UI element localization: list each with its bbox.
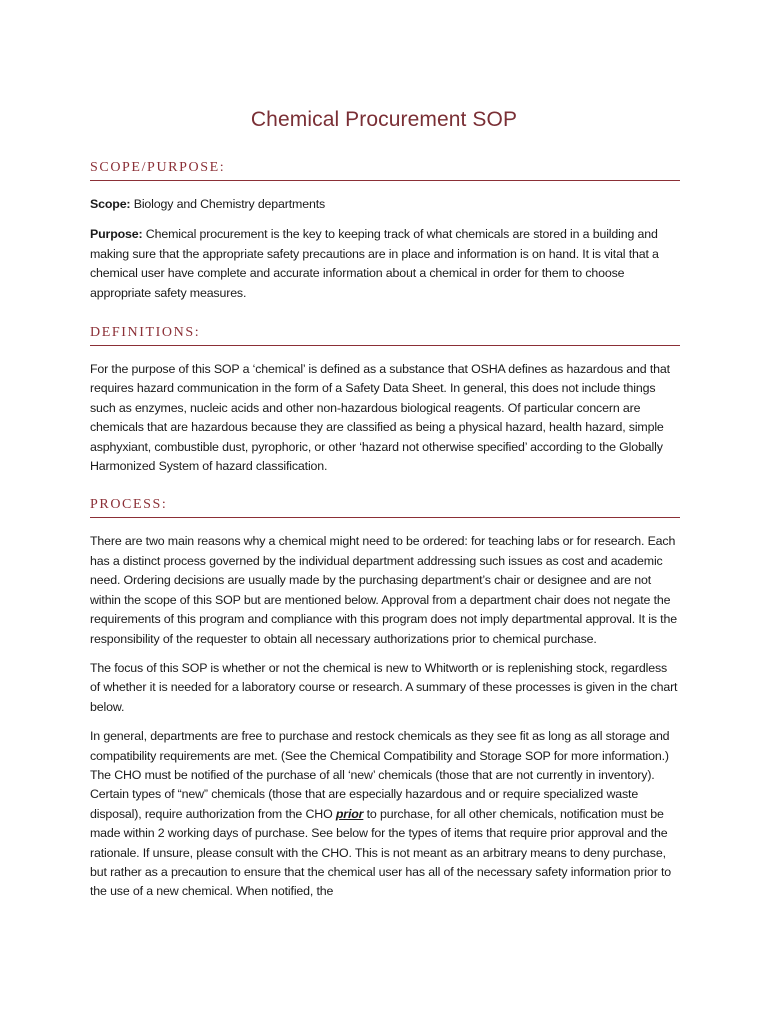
- prior-emphasis: prior: [335, 806, 364, 821]
- scope-text: Biology and Chemistry departments: [130, 197, 326, 211]
- section-heading-scope-purpose: SCOPE/PURPOSE:: [90, 160, 680, 181]
- process-paragraph-3: [90, 727, 680, 902]
- purpose-paragraph: [90, 225, 680, 303]
- scope-label: Scope:: [90, 197, 131, 211]
- process-paragraph-1: There are two main reasons why a chemical might need to be ordered: for teaching labs or for research. Each has a distinct process governed by the individual department addressing such issues as cost and academic need. Ordering decisions are usually made by the purchasing department’s chair or designee and are not within the scope of this SOP but are mentioned below. Approval from a department chair does not negate the requirements of this program and compliance with this program does not imply departmental approval. It is the responsibility of the requester to obtain all necessary authorizations prior to chemical purchase.: [90, 534, 677, 646]
- purpose-text: Chemical procurement is the key to keeping track of what chemicals are stored in a building and making sure that the appropriate safety precautions are in place and information is on hand. It is vital that a chemical user have complete and accurate information about a chemical in order for them to choose appropriate safety measures.: [90, 227, 659, 300]
- scope-paragraph: [90, 195, 680, 214]
- definitions-paragraph: For the purpose of this SOP a ‘chemical’ is defined as a substance that OSHA defines as hazardous and that requires hazard communication in the form of a Safety Data Sheet. In general, this does not include things such as enzymes, nucleic acids and other non-hazardous biological reagents. Of particular concern are chemicals that are hazardous because they are classified as being a physical hazard, health hazard, simple asphyxiant, combustible dust, pyrophoric, or other ‘hazard not otherwise specified’ according to the Globally Harmonized System of hazard classification.: [90, 362, 670, 474]
- section-heading-process: PROCESS:: [90, 497, 680, 518]
- process-paragraph-3-before: In general, departments are free to purchase and restock chemicals as they see fit as long as all storage and compatibility requirements are met. (See the Chemical Compatibility and Storage SOP for more information.) The CHO must be notified of the purchase of all ‘new’ chemicals (those that are not currently in inventory). Certain types of “new” chemicals (those that are especially hazardous and or require specialized waste disposal), require authorization from the CHO: [90, 729, 670, 821]
- process-paragraph-2: The focus of this SOP is whether or not the chemical is new to Whitworth or is replenishing stock, regardless of whether it is needed for a laboratory course or research. A summary of these processes is given in the chart below.: [90, 660, 678, 714]
- process-paragraph-3-after: to purchase, for all other chemicals, notification must be made within 2 working days of purchase. See below for the types of items that require prior approval and the rationale. If unsure, please consult with the CHO. This is not meant as an arbitrary means to deny purchase, but rather as a precaution to ensure that the chemical user has all of the necessary safety information prior to the use of a new chemical. When notified, the: [90, 806, 672, 899]
- purpose-label: Purpose:: [90, 227, 143, 242]
- section-heading-definitions: DEFINITIONS:: [90, 325, 680, 346]
- document-title: Chemical Procurement SOP: [250, 108, 518, 131]
- document-body: [90, 160, 680, 902]
